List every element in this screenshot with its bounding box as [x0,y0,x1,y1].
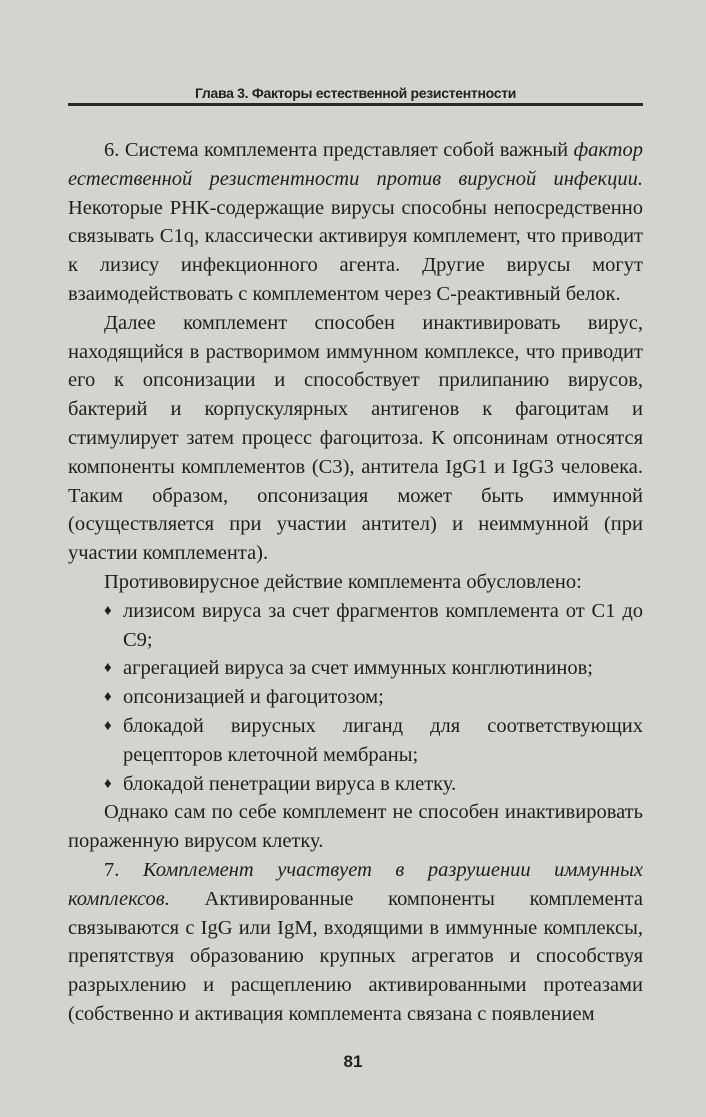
paragraph-6-rest: Некоторые РНК-содержащие вирусы способны непосредственно связывать C1q, классически активируя комплемент, что приводит к лизису инфекционного агента. Другие вирусы могут взаимодействовать с комплементом через С-реактивный белок. [68,196,643,305]
list-item [68,770,643,799]
running-header: Глава 3. Факторы естественной резистентности [194,85,517,101]
paragraph-6-lead: 6. Система комплемента представляет собой важный [104,139,574,161]
diamond-bullet-icon: ♦ [104,602,112,619]
list-item [68,683,643,712]
list-item-text: блокадой вирусных лиганд для соответствующих рецепторов клеточной мембраны; [123,714,643,766]
paragraph-no-inactivation: Однако сам по себе комплемент не способен инактивировать пораженную вирусом клетку. [68,801,643,853]
list-item [68,654,643,683]
header-rule [68,103,643,106]
diamond-bullet-icon: ♦ [104,775,112,792]
page-number: 81 [343,1052,363,1071]
paragraph-antiviral-intro: Противовирусное действие комплемента обусловлено: [104,570,582,593]
antiviral-actions-list [68,597,643,799]
paragraph-7 [68,856,643,1029]
list-item-text: опсонизацией и фагоцитозом; [123,686,384,709]
list-item-text: лизисом вируса за счет фрагментов комплемента от C1 до C9; [123,599,643,651]
paragraph-7-rest: Активированные компоненты комплемента связываются с IgG или IgM, входящими в иммунные комплексы, препятствуя образованию крупных агрегатов и способствуя разрыхлению и расщеплению активированными протеазами (собственно и активация комплемента связана с появлением [68,887,643,1025]
paragraph-complement-opsonization: Далее комплемент способен инактивировать вирус, находящийся в растворимом иммунном комплексе, что приводит его к опсонизации и способствует прилипанию вирусов, бактерий и корпускулярных антигенов к фагоцитам и стимулирует затем процесс фагоцитоза. К опсонинам относятся компоненты комплементов (С3), антитела IgG1 и IgG3 человека. Таким образом, опсонизация может быть иммунной (осуществляется при участии антител) и неиммунной (при участии комплемента). [68,311,643,565]
paragraph-6 [68,136,643,309]
paragraph-6-italic: фактор естественной резистентности против вирусной инфекции. [68,139,643,190]
page-body [68,136,643,1029]
diamond-bullet-icon: ♦ [104,689,112,706]
list-item-text: блокадой пенетрации вируса в клетку. [123,772,457,795]
paragraph-7-lead: 7. [104,858,143,881]
list-item [68,597,643,655]
list-item [68,712,643,770]
diamond-bullet-icon: ♦ [104,717,112,734]
paragraph-7-italic: Комплемент участвует в разрушении иммунных комплексов. [68,858,643,910]
list-item-text: агрегацией вируса за счет иммунных конглютининов; [123,657,593,680]
diamond-bullet-icon: ♦ [104,660,112,677]
